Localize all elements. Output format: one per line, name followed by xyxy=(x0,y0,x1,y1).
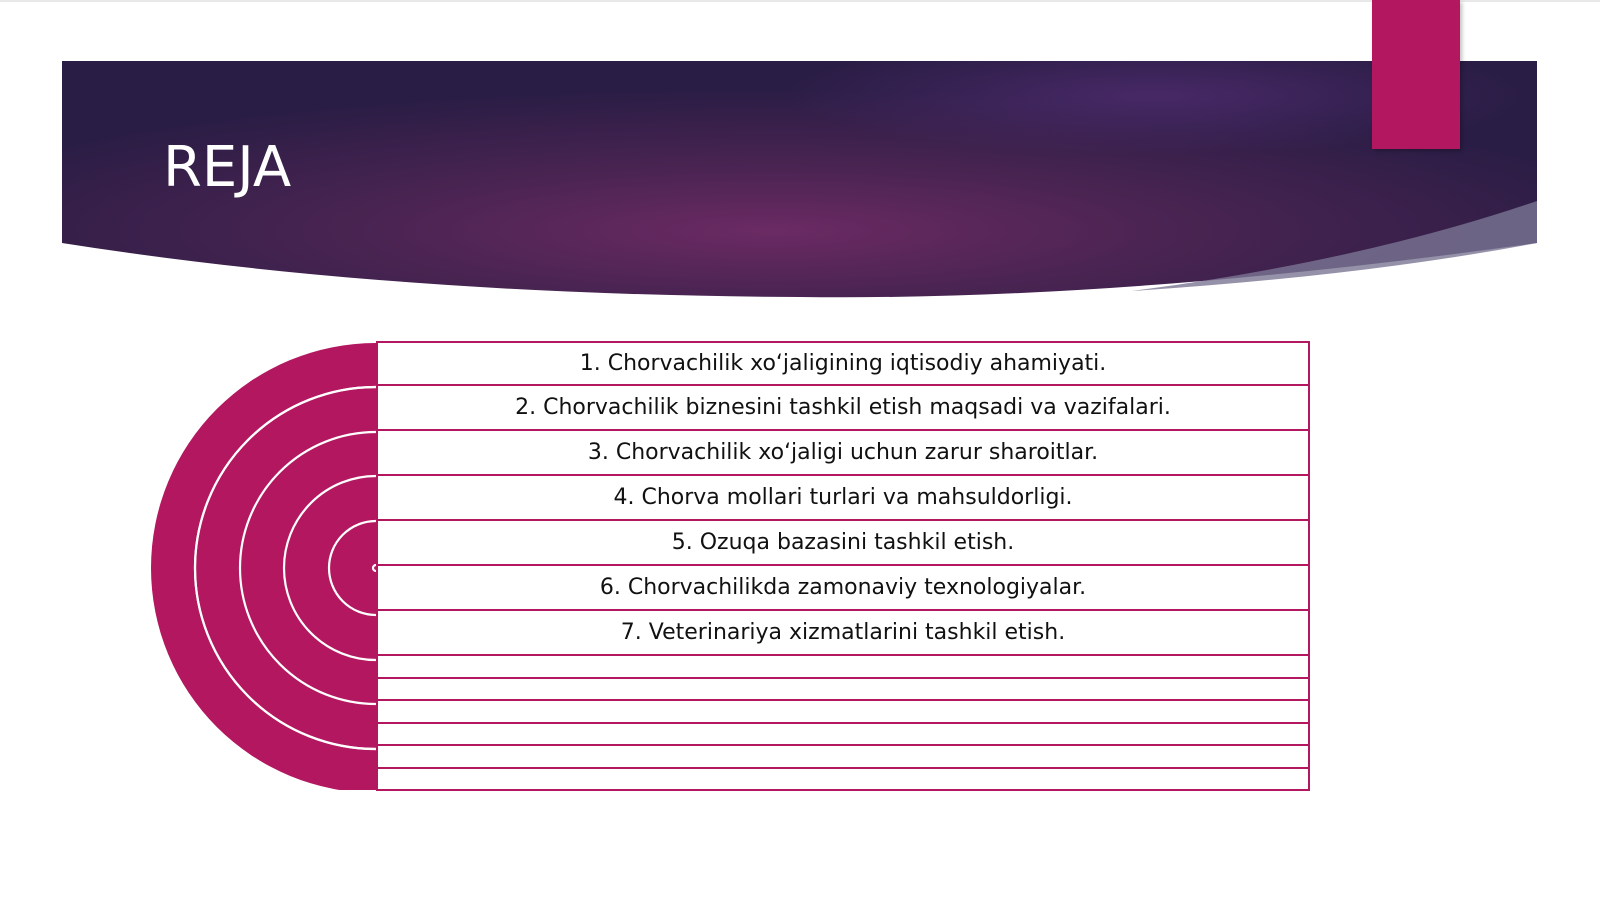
agenda-list xyxy=(376,341,1310,791)
agenda-empty-row xyxy=(376,656,1310,679)
agenda-empty-row xyxy=(376,701,1310,724)
top-border-line xyxy=(0,0,1600,2)
agenda-empty-row xyxy=(376,746,1310,769)
agenda-item-5: 5. Ozuqa bazasini tashkil etish. xyxy=(376,521,1310,566)
concentric-arcs-graphic xyxy=(150,340,380,790)
agenda-item-4: 4. Chorva mollari turlari va mahsuldorligi. xyxy=(376,476,1310,521)
agenda-item-3: 3. Chorvachilik xo‘jaligi uchun zarur sharoitlar. xyxy=(376,431,1310,476)
agenda-empty-row xyxy=(376,679,1310,702)
agenda-item-7: 7. Veterinariya xizmatlarini tashkil etish. xyxy=(376,611,1310,656)
slide-title: REJA xyxy=(163,135,292,200)
agenda-item-2: 2. Chorvachilik biznesini tashkil etish maqsadi va vazifalari. xyxy=(376,386,1310,431)
arc-fill xyxy=(151,343,376,790)
agenda-empty-row xyxy=(376,769,1310,792)
accent-tab xyxy=(1372,0,1460,149)
agenda-item-1: 1. Chorvachilik xo‘jaligining iqtisodiy ahamiyati. xyxy=(376,341,1310,386)
agenda-empty-row xyxy=(376,724,1310,747)
agenda-item-6: 6. Chorvachilikda zamonaviy texnologiyalar. xyxy=(376,566,1310,611)
